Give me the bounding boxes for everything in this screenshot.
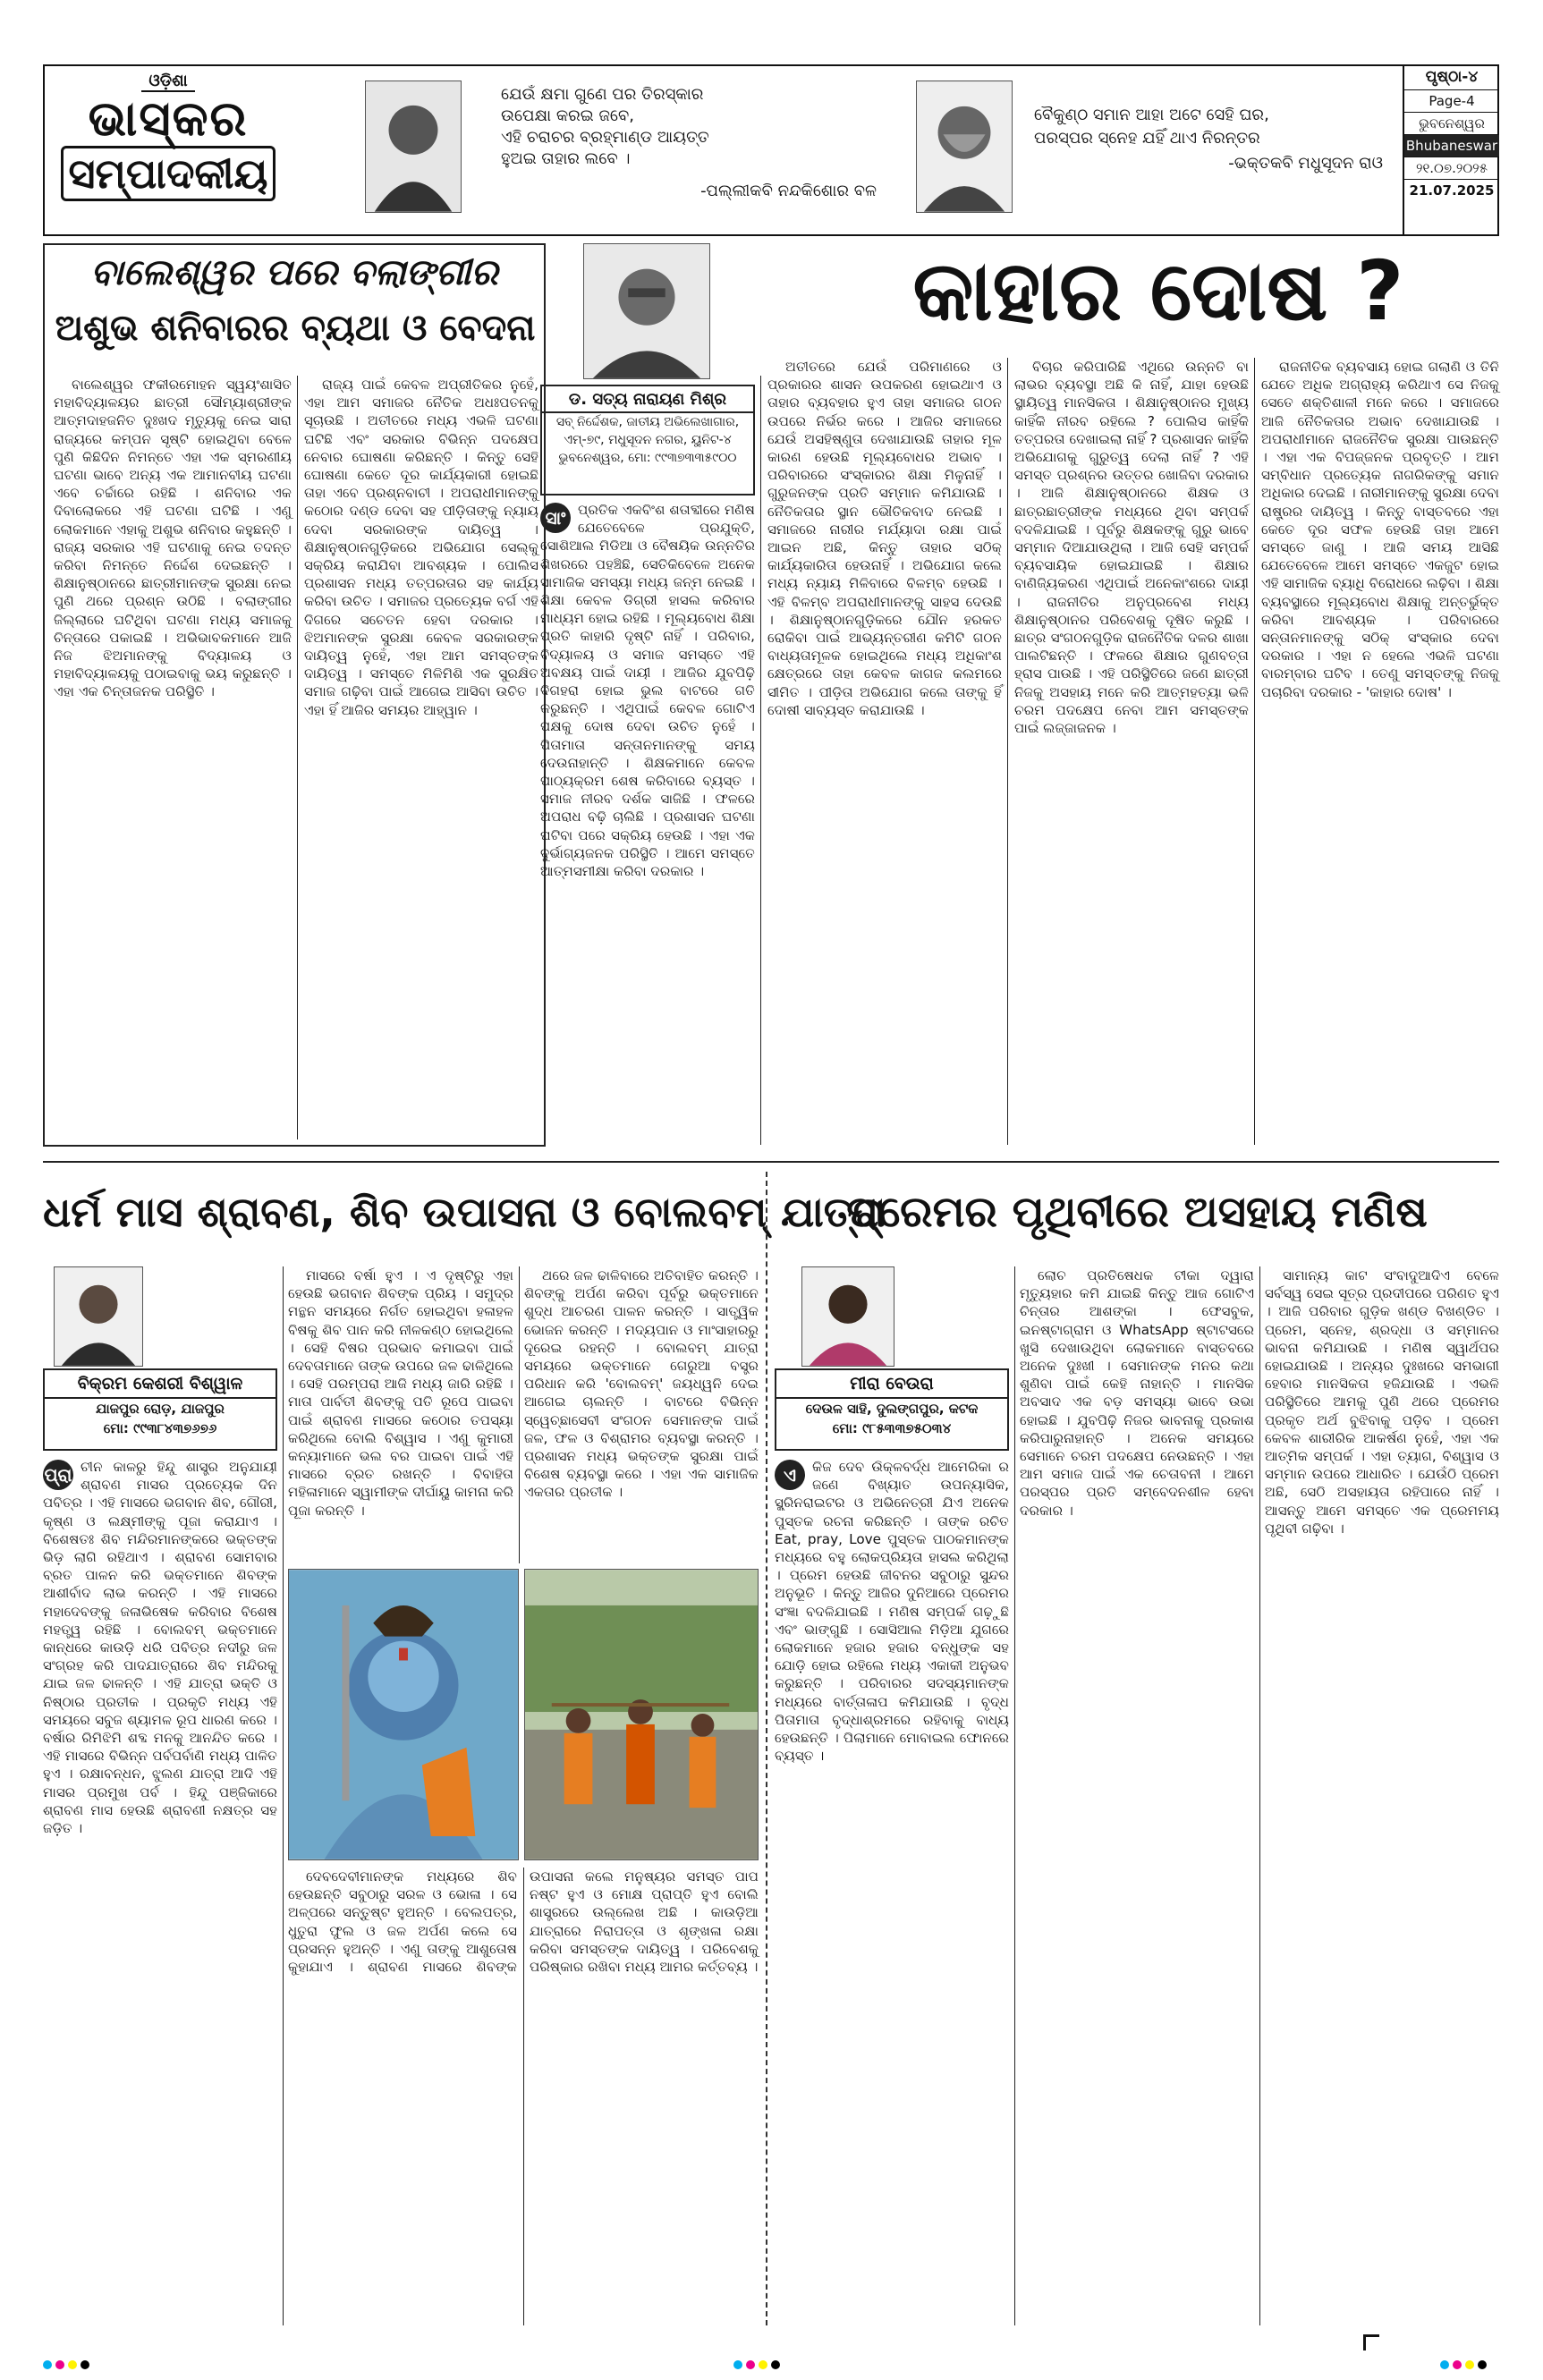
dropcap: ଏ — [775, 1460, 805, 1490]
end-mark — [1363, 2334, 1379, 2350]
article-4-text: ଲୋଚ ପ୍ରତିଷେଧକ ଟୀକା ଦ୍ୱାରା ମୃତ୍ୟୁହାର କମି ଯାଇଛି କିନ୍ତୁ ଆଜ ଗୋଟିଏ ଚିନ୍ତାର ଆଶଙ୍କା । ଫେସବୁକ, ଇନଷ୍ଟାଗ୍ରାମ ଓ WhatsApp ଷ୍ଟାଟସରେ ଖୁସି ଦେଖାଉଥିବା ଲୋକମାନେ ବାସ୍ତବରେ ଅନେକ ଦୁଃଖୀ । ସେମାନଙ୍କ ମନର କଥା ଶୁଣିବା ପାଇଁ କେହି ନାହାନ୍ତି । ମାନସିକ ଅବସାଦ ଏକ ବଡ଼ ସମସ୍ୟା ଭାବେ ଉଭା ହୋଇଛି । ଯୁବପିଢ଼ି ନିଜର ଭାବନାକୁ ପ୍ରକାଶ କରିପାରୁନାହାନ୍ତି । ଅନେକ ସମୟରେ ସେମାନେ ଚରମ ପଦକ୍ଷେପ ନେଉଛନ୍ତି । ଏହା ଆମ ସମାଜ ପାଇଁ ଏକ ଚେତାବନୀ । ଆମେ ପରସ୍ପର ପ୍ରତି ସମ୍ବେଦନଶୀଳ ହେବା ଦରକାର । — [1020, 1267, 1254, 1519]
quote-1 — [501, 84, 886, 227]
quote-2-line: ପରସ୍ପର ସ୍ନେହ ଯହିଁ ଥାଏ ନିରନ୍ତର — [1034, 129, 1260, 148]
quote-1-line: ଉପେକ୍ଷା କରଇ ଜବେ, — [501, 106, 634, 125]
article-2-col-2 — [767, 358, 1002, 1143]
article-1-col-1 — [54, 376, 292, 1139]
column-divider — [283, 1266, 284, 2325]
poet-portrait-1 — [365, 80, 462, 213]
article-2-byline — [540, 385, 755, 495]
article-4-col-2 — [1020, 1266, 1254, 2325]
registration-dots-right — [1440, 2356, 1490, 2373]
column-divider — [1259, 1266, 1260, 2325]
author-desc-line: ଭୁବନେଶ୍ୱର, ମୋ: ୯୯୩୭୩୩୫୯୦୦ — [558, 451, 737, 465]
page-number-label: ପୃଷ୍ଠା-୪ — [1404, 64, 1499, 90]
date-or: ୨୧.୦୭.୨୦୨୫ — [1404, 157, 1499, 180]
article-3-col-2 — [288, 1266, 513, 1563]
article-3-col-3 — [524, 1266, 759, 1563]
quote-2-line: ବୈକୁଣ୍ଠ ସମାନ ଆହା ଅଟେ ସେହି ଘର, — [1034, 106, 1269, 124]
article-4-headline: ପ୍ରେମର ପୃଥିବୀରେ ଅସହାୟ ମଣିଷ — [846, 1187, 1428, 1237]
section-divider — [43, 1161, 1499, 1163]
article-1-text: ରାଜ୍ୟ ପାଇଁ କେବଳ ଅପ୍ରୀତିକର ନୁହେଁ, ଏହା ଆମ ସମାଜର ନୈତିକ ଅଧଃପତନକୁ ସୂଚାଉଛି । ଅତୀତରେ ମଧ୍ୟ ଏଭଳି ଘଟଣା ଘଟିଛି ଏବଂ ସରକାର ବିଭିନ୍ନ ପଦକ୍ଷେପ ନେବାର ଘୋଷଣା କରିଛନ୍ତି । କିନ୍ତୁ ସେହି ଘୋଷଣା କେତେ ଦୂର କାର୍ଯ୍ୟକାରୀ ହୋଇଛି ତାହା ଏବେ ପ୍ରଶ୍ନବାଚୀ । ଅପରାଧୀମାନଙ୍କୁ କଠୋର ଦଣ୍ଡ ଦେବା ସହ ପୀଡ଼ିତାଙ୍କୁ ନ୍ୟାୟ ଦେବା ସରକାରଙ୍କ ଦାୟିତ୍ୱ । ଶିକ୍ଷାନୁଷ୍ଠାନଗୁଡ଼ିକରେ ଅଭିଯୋଗ ସେଲ୍‌କୁ ସକ୍ରିୟ କରାଯିବା ଆବଶ୍ୟକ । ପୋଲିସ ପ୍ରଶାସନ ମଧ୍ୟ ତତ୍ପରତାର ସହ କାର୍ଯ୍ୟ କରିବା ଉଚିତ । ସମାଜର ପ୍ରତ୍ୟେକ ବର୍ଗ ଏହି ଦିଗରେ ସଚେତନ ହେବା ଦରକାର । ଝିଅମାନଙ୍କ ସୁରକ୍ଷା କେବଳ ସରକାରଙ୍କ ଦାୟିତ୍ୱ ନୁହେଁ, ଏହା ଆମ ସମସ୍ତଙ୍କ ଦାୟିତ୍ୱ । ସମସ୍ତେ ମିଳିମିଶି ଏକ ସୁରକ୍ଷିତ ସମାଜ ଗଢ଼ିବା ପାଇଁ ଆଗେଇ ଆସିବା ଉଚିତ । ଏହା ହିଁ ଆଜିର ସମୟର ଆହ୍ୱାନ । — [304, 377, 538, 718]
article-1-col-2 — [304, 376, 538, 1139]
article-4-text: କିଜ ଦେବ ଉିକ୍ଳବର୍ଦ୍ଧ ଆମେରିକା ର ଜଣେ ବିଖ୍ୟାତ ଉପନ୍ୟାସିକ, ସ୍କ୍ରିନରାଇଟର ଓ ଅଭିନେତ୍ରୀ ଯିଏ ଅନେକ ପୁସ୍ତକ ରଚନା କରିଛନ୍ତି । ତାଙ୍କ ରଚିତ Eat, pray, Love ପୁସ୍ତକ ପାଠକମାନଙ୍କ ମଧ୍ୟରେ ବହୁ ଲୋକପ୍ରିୟତା ହାସଲ କରିଥିଲା । ପ୍ରେମ ହେଉଛି ଜୀବନର ସବୁଠାରୁ ସୁନ୍ଦର ଅନୁଭୂତି । କିନ୍ତୁ ଆଜିର ଦୁନିଆରେ ପ୍ରେମର ସଂଜ୍ଞା ବଦଳିଯାଇଛି । ମଣିଷ ସମ୍ପର୍କ ଗଢ଼ୁଛି ଏବଂ ଭାଙ୍ଗୁଛି । ସୋସିଆଲ ମିଡ଼ିଆ ଯୁଗରେ ଲୋକମାନେ ହଜାର ହଜାର ବନ୍ଧୁଙ୍କ ସହ ଯୋଡ଼ି ହୋଇ ରହିଲେ ମଧ୍ୟ ଏକାକୀ ଅନୁଭବ କରୁଛନ୍ତି । ପରିବାରର ସଦସ୍ୟମାନଙ୍କ ମଧ୍ୟରେ ବାର୍ତ୍ତାଳାପ କମିଯାଉଛି । ବୃଦ୍ଧ ପିତାମାତା ବୃଦ୍ଧାଶ୍ରମରେ ରହିବାକୁ ବାଧ୍ୟ ହେଉଛନ୍ତି । ପିଲାମାନେ ମୋବାଇଲ ଫୋନରେ ବ୍ୟସ୍ତ । — [775, 1459, 1009, 1765]
shiva-image — [288, 1569, 519, 1860]
article-3-col-4 — [288, 1868, 759, 2325]
author-phone: ମୋ: ୯୯୩୮୪୩୭୬୭୬ — [103, 1420, 217, 1436]
kanwar-yatra-image — [524, 1569, 759, 1860]
author-name: ବିକ୍ରମ କେଶରୀ ବିଶ୍ୱାଳ — [45, 1370, 276, 1399]
column-divider — [760, 376, 761, 1145]
quote-1-author: -ପଲ୍ଲୀକବି ନନ୍ଦକିଶୋର ବଳ — [700, 182, 877, 200]
author-place: ଦେଉଳ ସାହି, ଦୁଲଙ୍ଗପୁର, କଟକ — [805, 1401, 979, 1417]
article-1-kicker: ବାଲେଶ୍ୱର ପରେ ବଲାଙ୍ଗୀର — [90, 252, 498, 293]
poet-portrait-2 — [916, 80, 1013, 213]
article-4-col-3 — [1265, 1266, 1499, 2325]
article-2-headline: କାହାର ଦୋଷ ? — [912, 243, 1404, 339]
registration-dots-left — [43, 2356, 93, 2373]
article-2-col-4 — [1261, 358, 1499, 1143]
article-1-text: ବାଲେଶ୍ୱର ଫକୀରମୋହନ ସ୍ୱୟଂଶାସିତ ମହାବିଦ୍ୟାଳୟର ଛାତ୍ରୀ ସୌମ୍ୟାଶ୍ରୀଙ୍କ ଆତ୍ମଦାହଜନିତ ଦୁଃଖଦ ମୃତ୍ୟୁକୁ ନେଇ ସାରା ରାଜ୍ୟରେ କମ୍ପନ ସୃଷ୍ଟି ହୋଇଥିବା ବେଳେ ପୁଣି କିଛିଦିନ ନିମନ୍ତେ ଏହା ଏକ ସ୍ମରଣୀୟ ଘଟଣା ଭାବେ ଅନ୍ୟ ଏକ ଆମାନବୀୟ ଘଟଣା ଏବେ ଚର୍ଚ୍ଚାରେ ରହିଛି । ଶନିବାର ଏକ ଦିବାଲୋକରେ ଏହି ଘଟଣା ଘଟିଛି । ଏଣୁ ଲୋକମାନେ ଏହାକୁ ଅଶୁଭ ଶନିବାର କହୁଛନ୍ତି । ରାଜ୍ୟ ସରକାର ଏହି ଘଟଣାକୁ ନେଇ ତଦନ୍ତ କରିବା ନିମନ୍ତେ ନିର୍ଦ୍ଦେଶ ଦେଇଛନ୍ତି । ଶିକ୍ଷାନୁଷ୍ଠାନରେ ଛାତ୍ରୀମାନଙ୍କ ସୁରକ୍ଷା ନେଇ ପୁଣି ଥରେ ପ୍ରଶ୍ନ ଉଠିଛି । ବଲାଙ୍ଗୀର ଜିଲ୍ଲାରେ ଘଟିଥିବା ଘଟଣା ମଧ୍ୟ ସମାଜକୁ ଚିନ୍ତାରେ ପକାଇଛି । ଅଭିଭାବକମାନେ ଆଜି ନିଜ ଝିଅମାନଙ୍କୁ ବିଦ୍ୟାଳୟ ଓ ମହାବିଦ୍ୟାଳୟକୁ ପଠାଇବାକୁ ଭୟ କରୁଛନ୍ତି । ଏହା ଏକ ଚିନ୍ତାଜନକ ପରିସ୍ଥିତି । — [54, 377, 292, 700]
column-divider — [1014, 1266, 1015, 2325]
registration-dots-center — [733, 2356, 784, 2373]
author-desc-line: ଏମ୍-୭୯, ମଧୁସୂଦନ ନଗର, ୟୁନିଟ-୪ — [564, 433, 732, 447]
center-divider — [766, 1172, 767, 2325]
article-2-text: ବିଚାର କରିପାରିଛି ଏଥିରେ ଉନ୍ନତି ବା ଲାଭର ବ୍ୟବସ୍ଥା ଅଛି କି ନାହିଁ, ଯାହା ହେଉଛି ସ୍ଥାୟିତ୍ୱ ମାନସିକତା । ଶିକ୍ଷାନୁଷ୍ଠାନର ମୁଖ୍ୟ କାହିଁକି ନୀରବ ରହିଲେ ? ପୋଲିସ କାହିଁକି ତତ୍ପରତା ଦେଖାଇଲା ନାହିଁ ? ପ୍ରଶାସନ କାହିଁକି ଅଭିଯୋଗକୁ ଗୁରୁତ୍ୱ ଦେଲା ନାହିଁ ? ଏହି ସମସ୍ତ ପ୍ରଶ୍ନର ଉତ୍ତର ଖୋଜିବା ଦରକାର । ଆଜି ଶିକ୍ଷାନୁଷ୍ଠାନରେ ଶିକ୍ଷକ ଓ ଛାତ୍ରଛାତ୍ରୀଙ୍କ ମଧ୍ୟରେ ଥିବା ସମ୍ପର୍କ ବଦଳିଯାଇଛି । ପୂର୍ବରୁ ଶିକ୍ଷକଙ୍କୁ ଗୁରୁ ଭାବେ ସମ୍ମାନ ଦିଆଯାଉଥିଲା । ଆଜି ସେହି ସମ୍ପର୍କ ବ୍ୟବସାୟିକ ହୋଇଯାଇଛି । ଶିକ୍ଷାର ବାଣିଜ୍ୟିକରଣ ଏଥିପାଇଁ ଅନେକାଂଶରେ ଦାୟୀ । ରାଜନୀତିର ଅନୁପ୍ରବେଶ ମଧ୍ୟ ଶିକ୍ଷାନୁଷ୍ଠାନର ପରିବେଶକୁ ଦୂଷିତ କରୁଛି । ଛାତ୍ର ସଂଗଠନଗୁଡ଼ିକ ରାଜନୈତିକ ଦଳର ଶାଖା ପାଲଟିଛନ୍ତି । ଫଳରେ ଶିକ୍ଷାର ଗୁଣବତ୍ତା ହ୍ରାସ ପାଉଛି । ଏହି ପରିସ୍ଥିତିରେ ଜଣେ ଛାତ୍ରୀ ନିଜକୁ ଅସହାୟ ମନେ କରି ଆତ୍ମହତ୍ୟା ଭଳି ଚରମ ପଦକ୍ଷେପ ନେବା ଆମ ସମସ୍ତଙ୍କ ପାଇଁ ଲଜ୍ଜାଜନକ । — [1014, 359, 1249, 737]
quote-2-author: -ଭକ୍ତକବି ମଧୁସୂଦନ ରାଓ — [1228, 154, 1383, 173]
quote-1-line: ଯେଉଁ କ୍ଷମା ଗୁଣେ ପର ତିରସ୍କାର — [501, 85, 704, 104]
column-divider — [1254, 358, 1255, 1145]
author-name: ମୀରା ବେଉରା — [776, 1370, 1007, 1399]
article-3-byline — [43, 1368, 277, 1451]
page-number-en: Page-4 — [1404, 90, 1499, 113]
author-photo-satya — [583, 243, 710, 379]
article-3-text: ଥରେ ଜଳ ଢାଳିବାରେ ଅତିବାହିତ କରନ୍ତି । ଶିବଙ୍କୁ ଅର୍ପଣ କରିବା ପୂର୍ବରୁ ଭକ୍ତମାନେ ଶୁଦ୍ଧ ଆଚରଣ ପାଳନ କରନ୍ତି । ସାତ୍ତ୍ୱିକ ଭୋଜନ କରନ୍ତି । ମଦ୍ୟପାନ ଓ ମାଂସାହାରରୁ ଦୂରେଇ ରହନ୍ତି । ବୋଲବମ୍ ଯାତ୍ରା ସମୟରେ ଭକ୍ତମାନେ ଗେରୁଆ ବସ୍ତ୍ର ପରିଧାନ କରି 'ବୋଲବମ୍' ଜୟଧ୍ୱନି ଦେଇ ଆଗେଇ ଚାଲନ୍ତି । ବାଟରେ ବିଭିନ୍ନ ସ୍ୱେଚ୍ଛାସେବୀ ସଂଗଠନ ସେମାନଙ୍କ ପାଇଁ ଜଳ, ଫଳ ଓ ବିଶ୍ରାମର ବ୍ୟବସ୍ଥା କରନ୍ତି । ପ୍ରଶାସନ ମଧ୍ୟ ଭକ୍ତଙ୍କ ସୁରକ୍ଷା ପାଇଁ ବିଶେଷ ବ୍ୟବସ୍ଥା କରେ । ଏହା ଏକ ସାମାଜିକ ଏକତାର ପ୍ରତୀକ । — [524, 1267, 759, 1501]
column-divider — [297, 376, 298, 1139]
quote-2 — [1034, 104, 1383, 220]
author-desc-line: ସବ୍ ନିର୍ଦ୍ଦେଶକ, ଜାତୀୟ ଅଭିଲେଖାଗାର, — [555, 415, 740, 429]
article-3-col-1 — [43, 1458, 277, 2325]
column-divider — [519, 1266, 520, 1563]
article-4-text: ସାମାନ୍ୟ କାଟ ସଂବାଦୁଆଦିଏ ବେଳେ ସର୍ବସ୍ୱ ସେଇ ସୂତ୍ର ପ୍ରଦୀପରେ ପରିଣତ ହୁଏ । ଆଜି ପରିବାର ଗୁଡ଼ିକ ଖଣ୍ଡ ବିଖଣ୍ଡିତ । ପ୍ରେମ, ସ୍ନେହ, ଶ୍ରଦ୍ଧା ଓ ସମ୍ମାନର ଭାବନା କମିଯାଉଛି । ମଣିଷ ସ୍ୱାର୍ଥପର ହୋଇଯାଉଛି । ଅନ୍ୟର ଦୁଃଖରେ ସମଭାଗୀ ହେବାର ମାନସିକତା ହଜିଯାଉଛି । ଏଭଳି ପରିସ୍ଥିତିରେ ଆମକୁ ପୁଣି ଥରେ ପ୍ରେମର ପ୍ରକୃତ ଅର୍ଥ ବୁଝିବାକୁ ପଡ଼ିବ । ପ୍ରେମ କେବଳ ଶାରୀରିକ ଆକର୍ଷଣ ନୁହେଁ, ଏହା ଏକ ଆତ୍ମିକ ସମ୍ପର୍କ । ଏହା ତ୍ୟାଗ, ବିଶ୍ୱାସ ଓ ସମ୍ମାନ ଉପରେ ଆଧାରିତ । ଯେଉଁଠି ପ୍ରେମ ଅଛି, ସେଠି ଅସହାୟତା ରହିପାରେ ନାହିଁ । ଆସନ୍ତୁ ଆମେ ସମସ୍ତେ ଏକ ପ୍ରେମମୟ ପୃଥିବୀ ଗଢ଼ିବା । — [1265, 1267, 1499, 1537]
page-info-box — [1403, 64, 1499, 236]
article-4-col-1 — [775, 1458, 1009, 2325]
dropcap: ସାଂ — [540, 503, 571, 533]
city-label: ଭୁବନେଶ୍ୱର — [1404, 113, 1499, 135]
article-2-col-3 — [1014, 358, 1249, 1143]
author-photo-bikram — [54, 1266, 143, 1367]
article-3-text: ଦେବଦେବୀମାନଙ୍କ ମଧ୍ୟରେ ଶିବ ହେଉଛନ୍ତି ସବୁଠାରୁ ସରଳ ଓ ଭୋଳା । ସେ ଅଳ୍ପରେ ସନ୍ତୁଷ୍ଟ ହୁଅନ୍ତି । ବେଲପତ୍ର, ଧୁତୁରା ଫୁଲ ଓ ଜଳ ଅର୍ପଣ କଲେ ସେ ପ୍ରସନ୍ନ ହୁଅନ୍ତି । ଏଣୁ ତାଙ୍କୁ ଆଶୁତୋଷ କୁହାଯାଏ । ଶ୍ରାବଣ ମାସରେ ଶିବଙ୍କ ଉପାସନା କଲେ ମନୁଷ୍ୟର ସମସ୍ତ ପାପ ନଷ୍ଟ ହୁଏ ଓ ମୋକ୍ଷ ପ୍ରାପ୍ତି ହୁଏ ବୋଲି ଶାସ୍ତ୍ରରେ ଉଲ୍ଲେଖ ଅଛି । କାଉଡ଼ିଆ ଯାତ୍ରାରେ ନିରାପତ୍ତା ଓ ଶୃଙ୍ଖଳା ରକ୍ଷା କରିବା ସମସ୍ତଙ୍କ ଦାୟିତ୍ୱ । ପରିବେଶକୁ ପରିଷ୍କାର ରଖିବା ମଧ୍ୟ ଆମର କର୍ତ୍ତବ୍ୟ । — [288, 1868, 759, 1976]
article-2-text: ଅତୀତରେ ଯେଉଁ ପରିମାଣରେ ଓ ପ୍ରକାରର ଶାସନ ଉପକରଣ ହୋଇଥାଏ ଓ ତାହାର ବ୍ୟବହାର ହୁଏ ତାହା ସମାଜର ଗଠନ ଉପରେ ନିର୍ଭର କରେ । ଆଜିର ସମାଜରେ ଯେଉଁ ଅସହିଷ୍ଣୁତା ଦେଖାଯାଉଛି ତାହାର ମୂଳ କାରଣ ହେଉଛି ମୂଲ୍ୟବୋଧର ଅଭାବ । ପରିବାରରେ ସଂସ୍କାରର ଶିକ୍ଷା ମିଳୁନାହିଁ । ଗୁରୁଜନଙ୍କ ପ୍ରତି ସମ୍ମାନ କମିଯାଉଛି । ନୈତିକତାର ସ୍ଥାନ ଭୌତିକବାଦ ନେଇଛି । ସମାଜରେ ନାରୀର ମର୍ଯ୍ୟାଦା ରକ୍ଷା ପାଇଁ ଆଇନ ଅଛି, କିନ୍ତୁ ତାହାର ସଠିକ୍ କାର୍ଯ୍ୟକାରିତା ହେଉନାହିଁ । ଅଭିଯୋଗ କଲେ ମଧ୍ୟ ନ୍ୟାୟ ମିଳିବାରେ ବିଳମ୍ବ ହେଉଛି । ଏହି ବିଳମ୍ବ ଅପରାଧୀମାନଙ୍କୁ ସାହସ ଦେଉଛି । ଶିକ୍ଷାନୁଷ୍ଠାନଗୁଡ଼ିକରେ ଯୌନ ହରକତ ରୋକିବା ପାଇଁ ଆଭ୍ୟନ୍ତରୀଣ କମିଟି ଗଠନ ବାଧ୍ୟତାମୂଳକ ହୋଇଥିଲେ ମଧ୍ୟ ଅଧିକାଂଶ କ୍ଷେତ୍ରରେ ତାହା କେବଳ କାଗଜ କଲମରେ ସୀମିତ । ପୀଡ଼ିତା ଅଭିଯୋଗ କଲେ ତାଙ୍କୁ ହିଁ ଦୋଷୀ ସାବ୍ୟସ୍ତ କରାଯାଉଛି । — [767, 359, 1002, 718]
brand-top: ଓଡ଼ିଶା — [141, 72, 194, 92]
article-3-headline: ଧର୍ମ ମାସ ଶ୍ରାବଣ, ଶିବ ଉପାସନା ଓ ବୋଲବମ୍ ଯାତ୍ରା — [43, 1188, 886, 1236]
author-photo-meera — [801, 1266, 894, 1367]
column-divider — [1007, 358, 1008, 1145]
city-en: Bhubaneswar — [1404, 135, 1499, 157]
quote-1-line: ଏହି ଚରାଚର ବ୍ରହ୍ମାଣ୍ଡ ଆୟତ୍ତ — [501, 128, 709, 147]
quote-1-line: ହୁଅଇ ତାହାର ଲବେ । — [501, 149, 631, 168]
article-3-text: ଚୀନ କାଳରୁ ହିନ୍ଦୁ ଶାସ୍ତ୍ର ଅନୁଯାୟୀ ଶ୍ରାବଣ ମାସର ପ୍ରତ୍ୟେକ ଦିନ ପବିତ୍ର । ଏହି ମାସରେ ଭଗବାନ ଶିବ, ଗୌରୀ, କୃଷ୍ଣ ଓ ଲକ୍ଷ୍ମୀଙ୍କୁ ପୂଜା କରାଯାଏ । ବିଶେଷତଃ ଶିବ ମନ୍ଦିରମାନଙ୍କରେ ଭକ୍ତଙ୍କ ଭିଡ଼ ଲାଗି ରହିଥାଏ । ଶ୍ରାବଣ ସୋମବାର ବ୍ରତ ପାଳନ କରି ଭକ୍ତମାନେ ଶିବଙ୍କ ଆଶୀର୍ବାଦ ଲାଭ କରନ୍ତି । ଏହି ମାସରେ ମହାଦେବଙ୍କୁ ଜଳାଭିଷେକ କରିବାର ବିଶେଷ ମହତ୍ତ୍ୱ ରହିଛି । ବୋଲବମ୍ ଭକ୍ତମାନେ କାନ୍ଧରେ କାଉଡ଼ି ଧରି ପବିତ୍ର ନଦୀରୁ ଜଳ ସଂଗ୍ରହ କରି ପାଦଯାତ୍ରାରେ ଶିବ ମନ୍ଦିରକୁ ଯାଇ ଜଳ ଢାଳନ୍ତି । ଏହି ଯାତ୍ରା ଭକ୍ତି ଓ ନିଷ୍ଠାର ପ୍ରତୀକ । ପ୍ରକୃତି ମଧ୍ୟ ଏହି ସମୟରେ ସବୁଜ ଶ୍ୟାମଳ ରୂପ ଧାରଣ କରେ । ବର୍ଷାର ରିମିଝିମି ଶବ୍ଦ ମନକୁ ଆନନ୍ଦିତ କରେ । ଏହି ମାସରେ ବିଭିନ୍ନ ପର୍ବପର୍ବାଣି ମଧ୍ୟ ପାଳିତ ହୁଏ । ରକ୍ଷାବନ୍ଧନ, ଝୁଲଣ ଯାତ୍ରା ଆଦି ଏହି ମାସର ପ୍ରମୁଖ ପର୍ବ । ହିନ୍ଦୁ ପଞ୍ଜିକାରେ ଶ୍ରାବଣ ମାସ ହେଉଛି ଶ୍ରାବଣୀ ନକ୍ଷତ୍ର ସହ ଜଡ଼ିତ । — [43, 1459, 277, 1837]
brand-section: ସମ୍ପାଦକୀୟ — [61, 146, 276, 201]
article-3-text: ମାସରେ ବର୍ଷା ହୁଏ । ଏ ଦୃଷ୍ଟିରୁ ଏହା ହେଉଛି ଭଗବାନ ଶିବଙ୍କ ପ୍ରିୟ । ସମୁଦ୍ର ମନ୍ଥନ ସମୟରେ ନିର୍ଗତ ହୋଇଥିବା ହଳାହଳ ବିଷକୁ ଶିବ ପାନ କରି ନୀଳକଣ୍ଠ ହୋଇଥିଲେ । ସେହି ବିଷର ପ୍ରଭାବ କମାଇବା ପାଇଁ ଦେବତାମାନେ ତାଙ୍କ ଉପରେ ଜଳ ଢାଳିଥିଲେ । ସେହି ପରମ୍ପରା ଆଜି ମଧ୍ୟ ଜାରି ରହିଛି । ମାତା ପାର୍ବତୀ ଶିବଙ୍କୁ ପତି ରୂପେ ପାଇବା ପାଇଁ ଶ୍ରାବଣ ମାସରେ କଠୋର ତପସ୍ୟା କରିଥିଲେ ବୋଲି ବିଶ୍ୱାସ । ଏଣୁ କୁମାରୀ କନ୍ୟାମାନେ ଭଲ ବର ପାଇବା ପାଇଁ ଏହି ମାସରେ ବ୍ରତ ରଖନ୍ତି । ବିବାହିତା ମହିଳାମାନେ ସ୍ୱାମୀଙ୍କ ଦୀର୍ଘାୟୁ କାମନା କରି ପୂଜା କରନ୍ତି । — [288, 1267, 513, 1519]
article-1-headline: ଅଶୁଭ ଶନିବାରର ବ୍ୟଥା ଓ ବେଦନା — [55, 308, 536, 349]
brand-logo — [52, 70, 284, 231]
article-4-byline — [775, 1368, 1009, 1451]
article-2-text: ରାଜନୀତିକ ବ୍ୟବସାୟ ହୋଇ ଗଲାଣି ଓ ତିନି ଯେତେ ଅଧିକ ଅଗ୍ରାହ୍ୟ କରିଥାଏ ସେ ନିଜକୁ ସେତେ ଶକ୍ତିଶାଳୀ ମନେ କରେ । ସମାଜରେ ଆଜି ନୈତିକତାର ଅଭାବ ଦେଖାଯାଉଛି । ଅପରାଧୀମାନେ ରାଜନୈତିକ ସୁରକ୍ଷା ପାଉଛନ୍ତି । ଏହା ଏକ ବିପଜ୍ଜନକ ପ୍ରବୃତ୍ତି । ଆମ ସମ୍ବିଧାନ ପ୍ରତ୍ୟେକ ନାଗରିକଙ୍କୁ ସମାନ ଅଧିକାର ଦେଇଛି । ନାରୀମାନଙ୍କୁ ସୁରକ୍ଷା ଦେବା ରାଷ୍ଟ୍ରର ଦାୟିତ୍ୱ । କିନ୍ତୁ ବାସ୍ତବରେ ଏହା କେତେ ଦୂର ସଫଳ ହେଉଛି ତାହା ଆମେ ସମସ୍ତେ ଜାଣୁ । ଆଜି ସମୟ ଆସିଛି ଯେତେବେଳେ ଆମେ ସମସ୍ତେ ଏକଜୁଟ ହୋଇ ଏହି ସାମାଜିକ ବ୍ୟାଧି ବିରୋଧରେ ଲଢ଼ିବା । ଶିକ୍ଷା ବ୍ୟବସ୍ଥାରେ ମୂଲ୍ୟବୋଧ ଶିକ୍ଷାକୁ ଅନ୍ତର୍ଭୁକ୍ତ କରିବା ଆବଶ୍ୟକ । ପରିବାରରେ ସନ୍ତାନମାନଙ୍କୁ ସଠିକ୍ ସଂସ୍କାର ଦେବା ଦରକାର । ଏହା ନ ହେଲେ ଏଭଳି ଘଟଣା ବାରମ୍ବାର ଘଟିବ । ତେଣୁ ସମସ୍ତଙ୍କୁ ନିଜକୁ ପଚାରିବା ଦରକାର - 'କାହାର ଦୋଷ' । — [1261, 359, 1499, 700]
author-phone: ମୋ: ୯୮୫୩୩୭୫୦୩୪ — [832, 1420, 952, 1436]
author-place: ଯାଜପୁର ରୋଡ଼, ଯାଜପୁର — [96, 1401, 225, 1417]
dropcap: ପ୍ରା — [43, 1460, 73, 1490]
date-en: 21.07.2025 — [1409, 182, 1495, 199]
author-name: ଡ. ସତ୍ୟ ନାରାୟଣ ମିଶ୍ର — [542, 388, 753, 413]
article-2-text: ପ୍ରତିକ ଏକବିଂଶ ଶତାବ୍ଦୀରେ ମଣିଷ ଯେତେବେଳେ ପ୍ରଯୁକ୍ତି, ସୋଶିଆଲ ମିଡିଆ ଓ ବୈଷୟିକ ଉନ୍ନତିର ଶିଖରରେ ପହଞ୍ଚିଛି, ସେତିକିବେଳେ ଅନେକ ସାମାଜିକ ସମସ୍ୟା ମଧ୍ୟ ଜନ୍ମ ନେଇଛି । ଶିକ୍ଷା କେବଳ ଡିଗ୍ରୀ ହାସଲ କରିବାର ମାଧ୍ୟମ ହୋଇ ରହିଛି । ମୂଲ୍ୟବୋଧ ଶିକ୍ଷା ପ୍ରତି କାହାରି ଦୃଷ୍ଟି ନାହିଁ । ପରିବାର, ବିଦ୍ୟାଳୟ ଓ ସମାଜ ସମସ୍ତେ ଏହି ଅବକ୍ଷୟ ପାଇଁ ଦାୟୀ । ଆଜିର ଯୁବପିଢ଼ି ଦିଗହରା ହୋଇ ଭୁଲ ବାଟରେ ଗତି କରୁଛନ୍ତି । ଏଥିପାଇଁ କେବଳ ଗୋଟିଏ ପକ୍ଷକୁ ଦୋଷ ଦେବା ଉଚିତ ନୁହେଁ । ପିତାମାତା ସନ୍ତାନମାନଙ୍କୁ ସମୟ ଦେଉନାହାନ୍ତି । ଶିକ୍ଷକମାନେ କେବଳ ପାଠ୍ୟକ୍ରମ ଶେଷ କରିବାରେ ବ୍ୟସ୍ତ । ସମାଜ ନୀରବ ଦର୍ଶକ ସାଜିଛି । ଫଳରେ ଅପରାଧ ବଢ଼ି ଚାଲିଛି । ପ୍ରଶାସନ ଘଟଣା ଘଟିବା ପରେ ସକ୍ରିୟ ହେଉଛି । ଏହା ଏକ ଦୁର୍ଭାଗ୍ୟଜନକ ପରିସ୍ଥିତି । ଆମେ ସମସ୍ତେ ଆତ୍ମସମୀକ୍ଷା କରିବା ଦରକାର । — [540, 502, 755, 880]
brand-main: ଭାସ୍କର — [88, 90, 249, 147]
article-2-col-1 — [540, 501, 755, 1143]
